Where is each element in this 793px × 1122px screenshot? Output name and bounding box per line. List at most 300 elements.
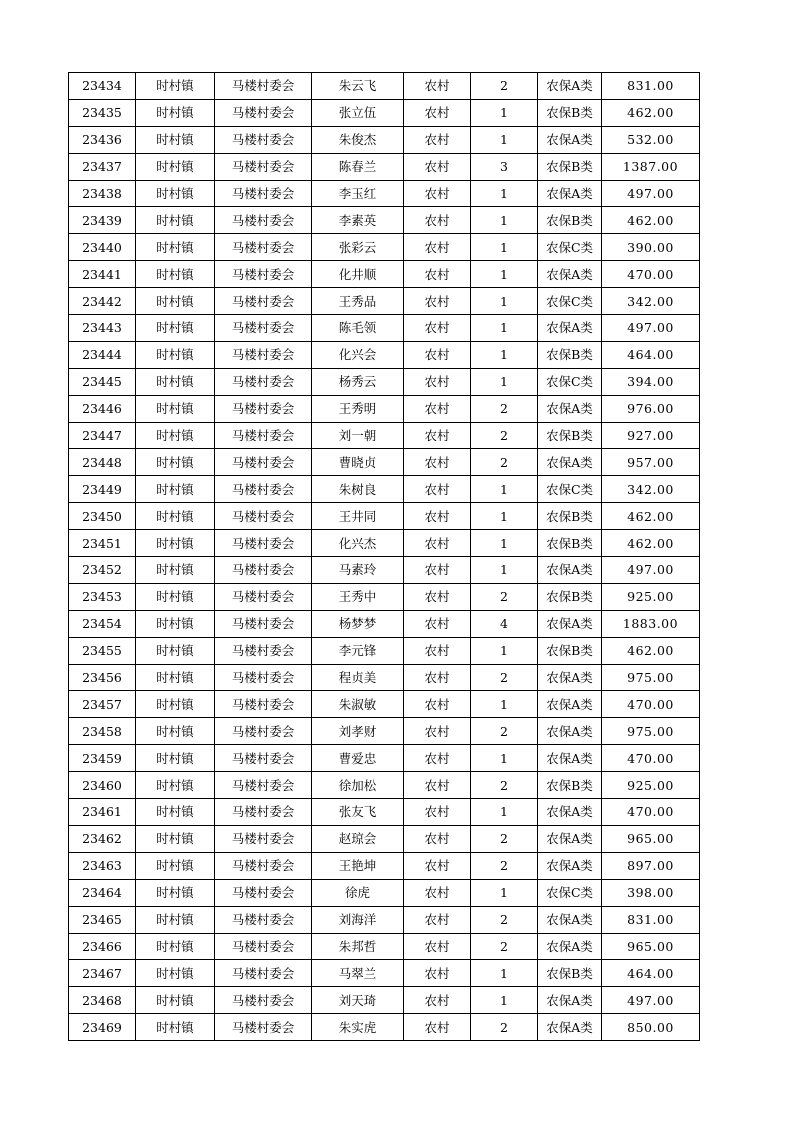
name-cell: 李玉红 bbox=[312, 180, 404, 207]
amount-cell: 965.00 bbox=[602, 825, 700, 852]
name-cell: 朱云飞 bbox=[312, 73, 404, 100]
serial-number-cell: 23447 bbox=[69, 422, 136, 449]
table-row bbox=[69, 933, 700, 960]
insurance-category-cell: 农保B类 bbox=[538, 637, 602, 664]
household-type-cell: 农村 bbox=[404, 395, 471, 422]
household-size-cell: 1 bbox=[471, 126, 538, 153]
household-type-cell: 农村 bbox=[404, 449, 471, 476]
village-committee-cell: 马楼村委会 bbox=[215, 637, 312, 664]
table-row bbox=[69, 1014, 700, 1041]
table-row bbox=[69, 664, 700, 691]
town-cell: 时村镇 bbox=[136, 1014, 215, 1041]
village-committee-cell: 马楼村委会 bbox=[215, 503, 312, 530]
amount-cell: 831.00 bbox=[602, 906, 700, 933]
serial-number-cell: 23454 bbox=[69, 610, 136, 637]
town-cell: 时村镇 bbox=[136, 691, 215, 718]
village-committee-cell: 马楼村委会 bbox=[215, 799, 312, 826]
insurance-category-cell: 农保A类 bbox=[538, 557, 602, 584]
village-committee-cell: 马楼村委会 bbox=[215, 583, 312, 610]
household-type-cell: 农村 bbox=[404, 557, 471, 584]
name-cell: 张彩云 bbox=[312, 234, 404, 261]
serial-number-cell: 23464 bbox=[69, 879, 136, 906]
insurance-category-cell: 农保A类 bbox=[538, 745, 602, 772]
serial-number-cell: 23459 bbox=[69, 745, 136, 772]
village-committee-cell: 马楼村委会 bbox=[215, 718, 312, 745]
town-cell: 时村镇 bbox=[136, 180, 215, 207]
village-committee-cell: 马楼村委会 bbox=[215, 449, 312, 476]
town-cell: 时村镇 bbox=[136, 745, 215, 772]
serial-number-cell: 23435 bbox=[69, 99, 136, 126]
town-cell: 时村镇 bbox=[136, 422, 215, 449]
village-committee-cell: 马楼村委会 bbox=[215, 691, 312, 718]
household-type-cell: 农村 bbox=[404, 234, 471, 261]
town-cell: 时村镇 bbox=[136, 315, 215, 342]
insurance-category-cell: 农保C类 bbox=[538, 234, 602, 261]
village-committee-cell: 马楼村委会 bbox=[215, 126, 312, 153]
name-cell: 化井顺 bbox=[312, 261, 404, 288]
household-size-cell: 1 bbox=[471, 341, 538, 368]
household-type-cell: 农村 bbox=[404, 772, 471, 799]
serial-number-cell: 23465 bbox=[69, 906, 136, 933]
household-type-cell: 农村 bbox=[404, 691, 471, 718]
town-cell: 时村镇 bbox=[136, 449, 215, 476]
household-type-cell: 农村 bbox=[404, 153, 471, 180]
serial-number-cell: 23462 bbox=[69, 825, 136, 852]
name-cell: 刘一朝 bbox=[312, 422, 404, 449]
household-size-cell: 2 bbox=[471, 718, 538, 745]
household-size-cell: 1 bbox=[471, 557, 538, 584]
household-size-cell: 2 bbox=[471, 1014, 538, 1041]
relief-roster-table bbox=[68, 72, 700, 1041]
table-row bbox=[69, 503, 700, 530]
insurance-category-cell: 农保B类 bbox=[538, 530, 602, 557]
table-row bbox=[69, 341, 700, 368]
table-row bbox=[69, 315, 700, 342]
table-row bbox=[69, 234, 700, 261]
insurance-category-cell: 农保A类 bbox=[538, 799, 602, 826]
name-cell: 朱实虎 bbox=[312, 1014, 404, 1041]
table-body bbox=[69, 73, 700, 1041]
household-type-cell: 农村 bbox=[404, 799, 471, 826]
village-committee-cell: 马楼村委会 bbox=[215, 610, 312, 637]
amount-cell: 925.00 bbox=[602, 583, 700, 610]
household-type-cell: 农村 bbox=[404, 341, 471, 368]
household-size-cell: 1 bbox=[471, 879, 538, 906]
amount-cell: 462.00 bbox=[602, 99, 700, 126]
village-committee-cell: 马楼村委会 bbox=[215, 664, 312, 691]
household-size-cell: 2 bbox=[471, 395, 538, 422]
table-row bbox=[69, 610, 700, 637]
table-row bbox=[69, 906, 700, 933]
insurance-category-cell: 农保A类 bbox=[538, 825, 602, 852]
amount-cell: 532.00 bbox=[602, 126, 700, 153]
insurance-category-cell: 农保A类 bbox=[538, 906, 602, 933]
name-cell: 朱俊杰 bbox=[312, 126, 404, 153]
insurance-category-cell: 农保B类 bbox=[538, 207, 602, 234]
village-committee-cell: 马楼村委会 bbox=[215, 207, 312, 234]
name-cell: 王艳坤 bbox=[312, 852, 404, 879]
household-type-cell: 农村 bbox=[404, 180, 471, 207]
serial-number-cell: 23469 bbox=[69, 1014, 136, 1041]
amount-cell: 470.00 bbox=[602, 691, 700, 718]
amount-cell: 497.00 bbox=[602, 987, 700, 1014]
amount-cell: 1883.00 bbox=[602, 610, 700, 637]
household-size-cell: 1 bbox=[471, 503, 538, 530]
name-cell: 陈毛领 bbox=[312, 315, 404, 342]
serial-number-cell: 23451 bbox=[69, 530, 136, 557]
household-type-cell: 农村 bbox=[404, 987, 471, 1014]
household-size-cell: 2 bbox=[471, 664, 538, 691]
household-size-cell: 1 bbox=[471, 288, 538, 315]
insurance-category-cell: 农保A类 bbox=[538, 315, 602, 342]
name-cell: 杨秀云 bbox=[312, 368, 404, 395]
village-committee-cell: 马楼村委会 bbox=[215, 1014, 312, 1041]
village-committee-cell: 马楼村委会 bbox=[215, 852, 312, 879]
name-cell: 王井同 bbox=[312, 503, 404, 530]
insurance-category-cell: 农保A类 bbox=[538, 987, 602, 1014]
name-cell: 朱淑敏 bbox=[312, 691, 404, 718]
insurance-category-cell: 农保B类 bbox=[538, 772, 602, 799]
village-committee-cell: 马楼村委会 bbox=[215, 73, 312, 100]
table-row bbox=[69, 153, 700, 180]
household-size-cell: 2 bbox=[471, 825, 538, 852]
table-row bbox=[69, 395, 700, 422]
serial-number-cell: 23458 bbox=[69, 718, 136, 745]
village-committee-cell: 马楼村委会 bbox=[215, 745, 312, 772]
name-cell: 朱树良 bbox=[312, 476, 404, 503]
table-row bbox=[69, 530, 700, 557]
household-size-cell: 1 bbox=[471, 745, 538, 772]
insurance-category-cell: 农保B类 bbox=[538, 960, 602, 987]
serial-number-cell: 23467 bbox=[69, 960, 136, 987]
household-size-cell: 1 bbox=[471, 180, 538, 207]
table-row bbox=[69, 126, 700, 153]
insurance-category-cell: 农保A类 bbox=[538, 126, 602, 153]
town-cell: 时村镇 bbox=[136, 126, 215, 153]
insurance-category-cell: 农保A类 bbox=[538, 73, 602, 100]
household-size-cell: 2 bbox=[471, 772, 538, 799]
table-row bbox=[69, 583, 700, 610]
household-type-cell: 农村 bbox=[404, 664, 471, 691]
name-cell: 徐加松 bbox=[312, 772, 404, 799]
household-type-cell: 农村 bbox=[404, 1014, 471, 1041]
town-cell: 时村镇 bbox=[136, 368, 215, 395]
serial-number-cell: 23441 bbox=[69, 261, 136, 288]
amount-cell: 470.00 bbox=[602, 745, 700, 772]
household-type-cell: 农村 bbox=[404, 422, 471, 449]
town-cell: 时村镇 bbox=[136, 718, 215, 745]
name-cell: 徐虎 bbox=[312, 879, 404, 906]
household-type-cell: 农村 bbox=[404, 637, 471, 664]
town-cell: 时村镇 bbox=[136, 234, 215, 261]
household-size-cell: 1 bbox=[471, 691, 538, 718]
table-row bbox=[69, 987, 700, 1014]
household-size-cell: 1 bbox=[471, 234, 538, 261]
village-committee-cell: 马楼村委会 bbox=[215, 960, 312, 987]
amount-cell: 965.00 bbox=[602, 933, 700, 960]
town-cell: 时村镇 bbox=[136, 288, 215, 315]
name-cell: 张友飞 bbox=[312, 799, 404, 826]
household-type-cell: 农村 bbox=[404, 368, 471, 395]
household-size-cell: 1 bbox=[471, 261, 538, 288]
amount-cell: 897.00 bbox=[602, 852, 700, 879]
household-type-cell: 农村 bbox=[404, 126, 471, 153]
village-committee-cell: 马楼村委会 bbox=[215, 234, 312, 261]
amount-cell: 927.00 bbox=[602, 422, 700, 449]
household-size-cell: 1 bbox=[471, 476, 538, 503]
table-row bbox=[69, 207, 700, 234]
household-size-cell: 1 bbox=[471, 960, 538, 987]
town-cell: 时村镇 bbox=[136, 341, 215, 368]
amount-cell: 342.00 bbox=[602, 288, 700, 315]
serial-number-cell: 23446 bbox=[69, 395, 136, 422]
serial-number-cell: 23457 bbox=[69, 691, 136, 718]
town-cell: 时村镇 bbox=[136, 772, 215, 799]
serial-number-cell: 23455 bbox=[69, 637, 136, 664]
household-size-cell: 2 bbox=[471, 73, 538, 100]
insurance-category-cell: 农保A类 bbox=[538, 449, 602, 476]
serial-number-cell: 23445 bbox=[69, 368, 136, 395]
serial-number-cell: 23456 bbox=[69, 664, 136, 691]
insurance-category-cell: 农保C类 bbox=[538, 288, 602, 315]
village-committee-cell: 马楼村委会 bbox=[215, 368, 312, 395]
name-cell: 程贞美 bbox=[312, 664, 404, 691]
village-committee-cell: 马楼村委会 bbox=[215, 825, 312, 852]
village-committee-cell: 马楼村委会 bbox=[215, 772, 312, 799]
household-size-cell: 1 bbox=[471, 99, 538, 126]
serial-number-cell: 23452 bbox=[69, 557, 136, 584]
name-cell: 曹晓贞 bbox=[312, 449, 404, 476]
insurance-category-cell: 农保B类 bbox=[538, 583, 602, 610]
amount-cell: 975.00 bbox=[602, 718, 700, 745]
household-type-cell: 农村 bbox=[404, 261, 471, 288]
table-row bbox=[69, 73, 700, 100]
town-cell: 时村镇 bbox=[136, 395, 215, 422]
insurance-category-cell: 农保A类 bbox=[538, 691, 602, 718]
village-committee-cell: 马楼村委会 bbox=[215, 906, 312, 933]
town-cell: 时村镇 bbox=[136, 261, 215, 288]
town-cell: 时村镇 bbox=[136, 73, 215, 100]
amount-cell: 975.00 bbox=[602, 664, 700, 691]
household-type-cell: 农村 bbox=[404, 906, 471, 933]
name-cell: 刘天琦 bbox=[312, 987, 404, 1014]
village-committee-cell: 马楼村委会 bbox=[215, 530, 312, 557]
serial-number-cell: 23437 bbox=[69, 153, 136, 180]
household-size-cell: 1 bbox=[471, 315, 538, 342]
amount-cell: 390.00 bbox=[602, 234, 700, 261]
town-cell: 时村镇 bbox=[136, 610, 215, 637]
serial-number-cell: 23442 bbox=[69, 288, 136, 315]
village-committee-cell: 马楼村委会 bbox=[215, 315, 312, 342]
town-cell: 时村镇 bbox=[136, 879, 215, 906]
town-cell: 时村镇 bbox=[136, 987, 215, 1014]
household-type-cell: 农村 bbox=[404, 879, 471, 906]
village-committee-cell: 马楼村委会 bbox=[215, 987, 312, 1014]
name-cell: 曹爱忠 bbox=[312, 745, 404, 772]
table-row bbox=[69, 422, 700, 449]
insurance-category-cell: 农保C类 bbox=[538, 476, 602, 503]
village-committee-cell: 马楼村委会 bbox=[215, 180, 312, 207]
household-type-cell: 农村 bbox=[404, 933, 471, 960]
town-cell: 时村镇 bbox=[136, 664, 215, 691]
table-row bbox=[69, 637, 700, 664]
insurance-category-cell: 农保A类 bbox=[538, 852, 602, 879]
household-type-cell: 农村 bbox=[404, 718, 471, 745]
amount-cell: 462.00 bbox=[602, 207, 700, 234]
village-committee-cell: 马楼村委会 bbox=[215, 99, 312, 126]
insurance-category-cell: 农保A类 bbox=[538, 1014, 602, 1041]
household-size-cell: 1 bbox=[471, 368, 538, 395]
table-row bbox=[69, 557, 700, 584]
town-cell: 时村镇 bbox=[136, 583, 215, 610]
insurance-category-cell: 农保C类 bbox=[538, 879, 602, 906]
household-size-cell: 1 bbox=[471, 207, 538, 234]
table-row bbox=[69, 718, 700, 745]
name-cell: 朱邦哲 bbox=[312, 933, 404, 960]
amount-cell: 497.00 bbox=[602, 557, 700, 584]
table-row bbox=[69, 960, 700, 987]
name-cell: 马翠兰 bbox=[312, 960, 404, 987]
household-type-cell: 农村 bbox=[404, 583, 471, 610]
insurance-category-cell: 农保A类 bbox=[538, 180, 602, 207]
household-type-cell: 农村 bbox=[404, 207, 471, 234]
amount-cell: 976.00 bbox=[602, 395, 700, 422]
household-size-cell: 1 bbox=[471, 637, 538, 664]
table-row bbox=[69, 449, 700, 476]
serial-number-cell: 23466 bbox=[69, 933, 136, 960]
serial-number-cell: 23450 bbox=[69, 503, 136, 530]
household-size-cell: 2 bbox=[471, 583, 538, 610]
serial-number-cell: 23460 bbox=[69, 772, 136, 799]
town-cell: 时村镇 bbox=[136, 530, 215, 557]
name-cell: 马素玲 bbox=[312, 557, 404, 584]
table-row bbox=[69, 772, 700, 799]
village-committee-cell: 马楼村委会 bbox=[215, 288, 312, 315]
amount-cell: 462.00 bbox=[602, 503, 700, 530]
name-cell: 赵琼会 bbox=[312, 825, 404, 852]
amount-cell: 394.00 bbox=[602, 368, 700, 395]
table-row bbox=[69, 476, 700, 503]
amount-cell: 398.00 bbox=[602, 879, 700, 906]
household-type-cell: 农村 bbox=[404, 530, 471, 557]
table-row bbox=[69, 180, 700, 207]
serial-number-cell: 23440 bbox=[69, 234, 136, 261]
town-cell: 时村镇 bbox=[136, 153, 215, 180]
village-committee-cell: 马楼村委会 bbox=[215, 476, 312, 503]
serial-number-cell: 23463 bbox=[69, 852, 136, 879]
name-cell: 化兴会 bbox=[312, 341, 404, 368]
village-committee-cell: 马楼村委会 bbox=[215, 933, 312, 960]
table-row bbox=[69, 879, 700, 906]
serial-number-cell: 23438 bbox=[69, 180, 136, 207]
village-committee-cell: 马楼村委会 bbox=[215, 422, 312, 449]
household-type-cell: 农村 bbox=[404, 476, 471, 503]
town-cell: 时村镇 bbox=[136, 99, 215, 126]
name-cell: 王秀品 bbox=[312, 288, 404, 315]
insurance-category-cell: 农保B类 bbox=[538, 422, 602, 449]
insurance-category-cell: 农保A类 bbox=[538, 261, 602, 288]
table-row bbox=[69, 852, 700, 879]
amount-cell: 470.00 bbox=[602, 799, 700, 826]
household-size-cell: 1 bbox=[471, 799, 538, 826]
insurance-category-cell: 农保B类 bbox=[538, 503, 602, 530]
village-committee-cell: 马楼村委会 bbox=[215, 557, 312, 584]
household-type-cell: 农村 bbox=[404, 960, 471, 987]
household-type-cell: 农村 bbox=[404, 610, 471, 637]
insurance-category-cell: 农保A类 bbox=[538, 664, 602, 691]
serial-number-cell: 23449 bbox=[69, 476, 136, 503]
amount-cell: 1387.00 bbox=[602, 153, 700, 180]
amount-cell: 464.00 bbox=[602, 341, 700, 368]
village-committee-cell: 马楼村委会 bbox=[215, 261, 312, 288]
table-row bbox=[69, 691, 700, 718]
table-row bbox=[69, 261, 700, 288]
insurance-category-cell: 农保C类 bbox=[538, 368, 602, 395]
amount-cell: 497.00 bbox=[602, 180, 700, 207]
insurance-category-cell: 农保B类 bbox=[538, 99, 602, 126]
name-cell: 刘孝财 bbox=[312, 718, 404, 745]
serial-number-cell: 23453 bbox=[69, 583, 136, 610]
amount-cell: 464.00 bbox=[602, 960, 700, 987]
household-size-cell: 1 bbox=[471, 530, 538, 557]
household-type-cell: 农村 bbox=[404, 73, 471, 100]
household-type-cell: 农村 bbox=[404, 503, 471, 530]
table-row bbox=[69, 745, 700, 772]
town-cell: 时村镇 bbox=[136, 825, 215, 852]
name-cell: 化兴杰 bbox=[312, 530, 404, 557]
amount-cell: 470.00 bbox=[602, 261, 700, 288]
town-cell: 时村镇 bbox=[136, 207, 215, 234]
town-cell: 时村镇 bbox=[136, 799, 215, 826]
insurance-category-cell: 农保B类 bbox=[538, 153, 602, 180]
insurance-category-cell: 农保A类 bbox=[538, 933, 602, 960]
household-size-cell: 2 bbox=[471, 852, 538, 879]
household-type-cell: 农村 bbox=[404, 99, 471, 126]
household-size-cell: 2 bbox=[471, 906, 538, 933]
table-row bbox=[69, 99, 700, 126]
town-cell: 时村镇 bbox=[136, 637, 215, 664]
household-size-cell: 2 bbox=[471, 449, 538, 476]
insurance-category-cell: 农保A类 bbox=[538, 610, 602, 637]
name-cell: 陈春兰 bbox=[312, 153, 404, 180]
town-cell: 时村镇 bbox=[136, 852, 215, 879]
amount-cell: 342.00 bbox=[602, 476, 700, 503]
serial-number-cell: 23443 bbox=[69, 315, 136, 342]
insurance-category-cell: 农保A类 bbox=[538, 395, 602, 422]
table-row bbox=[69, 825, 700, 852]
village-committee-cell: 马楼村委会 bbox=[215, 879, 312, 906]
name-cell: 王秀中 bbox=[312, 583, 404, 610]
town-cell: 时村镇 bbox=[136, 557, 215, 584]
name-cell: 杨梦梦 bbox=[312, 610, 404, 637]
amount-cell: 831.00 bbox=[602, 73, 700, 100]
village-committee-cell: 马楼村委会 bbox=[215, 341, 312, 368]
household-size-cell: 2 bbox=[471, 933, 538, 960]
household-size-cell: 4 bbox=[471, 610, 538, 637]
serial-number-cell: 23448 bbox=[69, 449, 136, 476]
serial-number-cell: 23439 bbox=[69, 207, 136, 234]
amount-cell: 462.00 bbox=[602, 530, 700, 557]
serial-number-cell: 23436 bbox=[69, 126, 136, 153]
name-cell: 李元锋 bbox=[312, 637, 404, 664]
amount-cell: 957.00 bbox=[602, 449, 700, 476]
table-row bbox=[69, 799, 700, 826]
name-cell: 王秀明 bbox=[312, 395, 404, 422]
town-cell: 时村镇 bbox=[136, 960, 215, 987]
serial-number-cell: 23444 bbox=[69, 341, 136, 368]
amount-cell: 497.00 bbox=[602, 315, 700, 342]
town-cell: 时村镇 bbox=[136, 906, 215, 933]
